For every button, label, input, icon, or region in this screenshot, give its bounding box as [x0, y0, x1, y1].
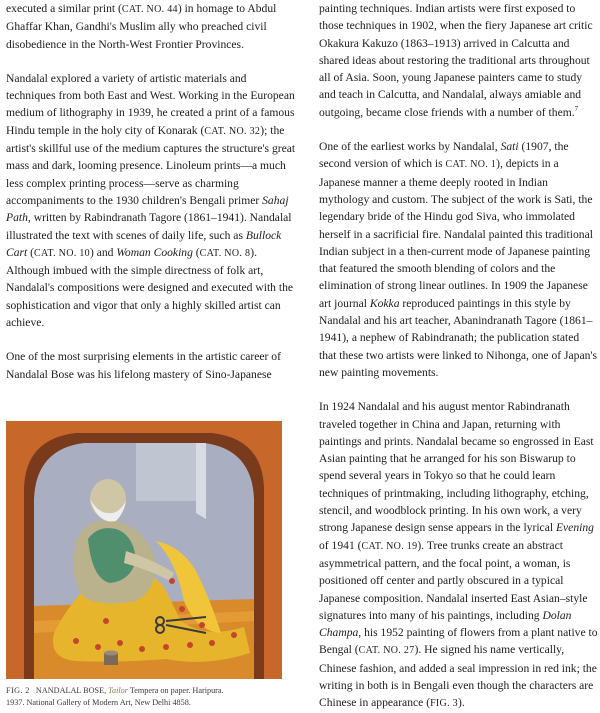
- work-title: Woman Cooking: [116, 245, 193, 259]
- text-run: Nandalal explored a variety of artistic materials and techniques from both East and West. Working in the European medium of lithography in 1939, he created a print of a famous Hindu temple in the holy city of Konarak (: [6, 71, 295, 137]
- catalog-ref: CAT. NO. 1: [445, 159, 497, 171]
- catalog-ref: CAT. NO. 19: [361, 540, 418, 552]
- text-run: ). Although imbued with the simple directness of folk art, Nandalal's compositions were designed and executed with the sophistication and vigor that only a highly skilled artist can achieve.: [6, 245, 294, 330]
- figure-ref: FIG. 3: [430, 698, 458, 710]
- text-run: ); the artist's skillful use of the medium captures the structure's great mass and dark, looming presence. Linoleum prints—a much less complex printing process—serve as charming accompaniments to the 1930 children's Bengali primer: [6, 123, 296, 207]
- text-run: ).: [457, 696, 465, 710]
- paragraph: [319, 138, 598, 381]
- paragraph: One of the most surprising elements in the artistic career of Nandalal Bose was his lifelong mastery of Sino-Japanese: [6, 350, 281, 381]
- text-run: ), depicts in a Japanese manner a theme deeply rooted in Indian mythology and custom. The subject of the work is Sati, the legendary bride of the Hindu god Siva, who immolated herself in a sacrificial fire. Nandalal painted this traditional Indian subject in a then-current mode of Japanese painting that featured the smooth blending of colors and the elimination of strong linear outlines. In 1909 the Japanese art journal: [319, 157, 593, 310]
- text-run: ). Tree trunks create an abstract asymmetrical pattern, and the focal point, a woman, is positioned off center and partly obscured in a typical Japanese composition. Nandalal inserted East Asian–style signatures into many of his paintings, including: [319, 538, 588, 622]
- text-run: (: [27, 245, 35, 259]
- caption-line-2: 1937. National Gallery of Modern Art, New Delhi 4858.: [6, 698, 191, 707]
- text-run: ). He signed his name vertically, Chinese fashion, and added a seal impression in red ink; the writing in both is in Bengali even though the characters are Chinese in appearance (: [319, 643, 597, 710]
- figure-number: FIG. 2: [6, 686, 30, 695]
- paragraph: [319, 0, 598, 121]
- thread-spool-top: [104, 651, 118, 656]
- text-run: executed a similar print (: [6, 2, 122, 15]
- text-run: ) in homage to Abdul Ghaffar Khan, Gandhi's Muslim ally who preached civil disobedience in the North-West Frontier Provinces.: [6, 2, 277, 51]
- text-run: (: [192, 245, 200, 259]
- work-title: Evening: [555, 521, 594, 535]
- footnote-ref: 7: [574, 104, 579, 113]
- figure-tailor-painting: [6, 421, 282, 679]
- text-run: ) and: [89, 245, 117, 259]
- window-shape: [136, 443, 206, 501]
- caption-line-1: [6, 685, 306, 697]
- figure-caption: [6, 685, 306, 709]
- caption-artist: NANDALAL BOSE,: [35, 686, 107, 695]
- catalog-ref: CAT. NO. 32: [204, 125, 261, 137]
- text-run: One of the earliest works by Nandalal,: [319, 140, 501, 154]
- work-title: Sahaj Path: [6, 193, 289, 225]
- work-title: Bullock Cart: [6, 228, 282, 259]
- paragraph: [6, 70, 296, 331]
- text-run: (1907, the second version of which is: [319, 140, 569, 171]
- text-run: In 1924 Nandalal and his august mentor Rabindranath traveled together in China and Japan, returning with paintings and prints. Nandalal became so engrossed in East Asian painting that he arranged for his son Biswarup to spend several years in Tokyo so that he could learn techniques of printmaking, including lithography, etching, stencil, and woodblock printing. In his own work, a very strong Japanese design sense appears in the lyrical: [319, 400, 594, 535]
- catalog-ref: CAT. NO. 27: [358, 645, 415, 657]
- text-run: , written by Rabindranath Tagore (1861–1941). Nandalal illustrated the text with scenes of daily life, such as: [6, 211, 292, 242]
- painting-illustration: [6, 421, 282, 679]
- caption-medium: Tempera on paper. Haripura.: [129, 686, 224, 695]
- right-column: [319, 0, 598, 713]
- catalog-ref: CAT. NO. 44: [121, 4, 178, 15]
- caption-title: Tailor: [108, 686, 128, 695]
- work-title: Kokka: [369, 296, 400, 310]
- text-run: of 1941 (: [319, 538, 362, 552]
- catalog-ref: CAT. NO. 10: [34, 247, 90, 259]
- paragraph: [319, 398, 598, 712]
- paragraph: [6, 0, 296, 53]
- window-post: [196, 443, 206, 519]
- work-title: Sati: [500, 140, 519, 154]
- catalog-ref: CAT. NO. 8: [199, 247, 251, 259]
- text-run: painting techniques. Indian artists were first exposed to those techniques in 1902, when the fiery Japanese art critic Okakura Kakuzo (1863–1913) arrived in Calcutta and shared ideas about restoring the traditional arts throughout all of Asia. Soon, young Japanese painters came to study and teach in Calcutta, and Nandalal, always amiable and outgoing, became close friends with a number of them.: [319, 2, 593, 119]
- text-run: , his 1952 painting of flowers from a plant native to Bengal (: [319, 626, 598, 657]
- text-run: reproduced paintings in this style by Nandalal and his art teacher, Abanindranath Tagore (1861–1941), a nephew of Rabindranath; the publication stated that these two artists were linked to Nihonga, one of Japan's new painting movements.: [319, 296, 598, 379]
- work-title: Dolan Champa: [319, 608, 572, 640]
- left-column: [6, 0, 296, 383]
